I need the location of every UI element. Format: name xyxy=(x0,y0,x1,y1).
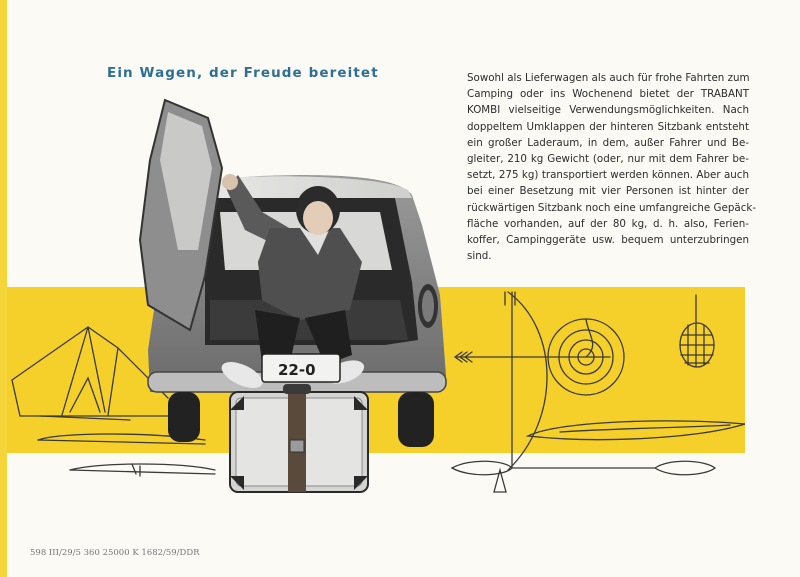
paragraph-line: fläche vorhanden, auf der 80 kg, d. h. also, Ferien- xyxy=(467,217,749,230)
paragraph-line: Sowohl als Lieferwagen als auch für frohe Fahrten zum xyxy=(467,72,750,84)
paragraph-line: KOMBI vielseitige Verwendungsmöglichkeiten. Nach xyxy=(467,104,749,117)
paragraph-line: gleiter, 210 kg Gewicht (oder, nur mit dem Fahrer be- xyxy=(467,153,749,166)
suitcase xyxy=(230,384,368,492)
paragraph-line: rückwärtigen Sitzbank noch eine umfangreiche Gepäck- xyxy=(467,201,757,214)
print-code: 598 III/29/5 360 25000 K 1682/59/DDR xyxy=(30,548,200,558)
paragraph-line: bei einer Besetzung mit vier Personen ist hinter der xyxy=(467,185,749,198)
license-plate xyxy=(262,354,340,382)
license-plate-number: 22-0 xyxy=(278,361,316,379)
page-headline: Ein Wagen, der Freude bereitet xyxy=(107,65,379,81)
paragraph-line: doppeltem Umklappen der hinteren Sitzbank entsteht xyxy=(467,120,749,133)
paragraph-line: ein großer Laderaum, in dem, außer Fahrer und Be- xyxy=(467,136,749,149)
paragraph-line: sind. xyxy=(467,250,492,263)
paragraph-line: Camping oder ins Wochenend bietet der TRABANT xyxy=(467,88,749,101)
paragraph-line: koffer, Campinggeräte usw. bequem unterzubringen xyxy=(467,234,749,247)
paragraph-line: setzt, 275 kg) transportiert werden können. Aber auch xyxy=(467,169,749,182)
